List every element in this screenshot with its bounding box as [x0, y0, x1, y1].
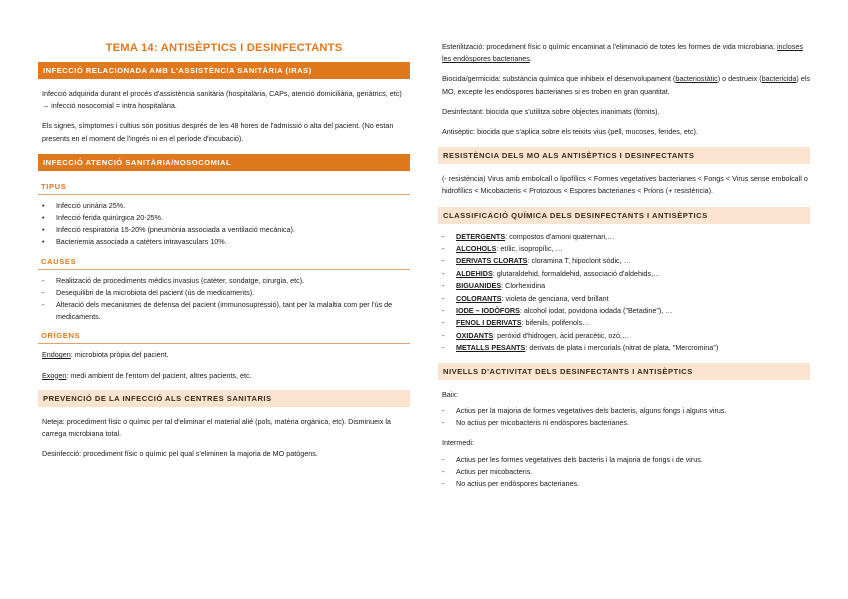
list-item: - No actius per micobacteris ni endòspores bacterianes.	[438, 417, 810, 429]
antiseptic-paragraph: Antisèptic: biocida que s'aplica sobre els teixits vius (pell, mucoses, ferides, etc).	[442, 127, 698, 137]
exogen-text: : medi ambient de l'entorn del pacient, altres pacients, etc.	[66, 370, 252, 380]
list-item: • Infecció respiratòria 15-20% (pneumònia associada a ventilació mecànica).	[38, 224, 410, 236]
list-item: - Actius per les formes vegetatives dels bacteris i la majoria de fongs i de virus.	[438, 454, 810, 466]
origens-subheader: ORÍGENS	[38, 329, 410, 344]
list-item: • Infecció urinària 25%.	[38, 200, 410, 212]
desinfeccio-paragraph: Desinfecció: procediment físic o químic pel qual s'eliminen la majoria de MO patògens.	[42, 449, 318, 459]
iras-paragraph-1: Infecció adquirida durant el procés d'assistència sanitària (hospitalària, CAPs, atenció domiciliària, geriàtrics, etc) → infecció nosocomial = intra hospitalària.	[42, 89, 402, 111]
endogen-text: : microbiota pròpia del pacient.	[70, 350, 169, 360]
endogen-term: Endogen	[42, 350, 71, 360]
class-text: : compostos d'amoni quaternari,…	[505, 231, 615, 241]
class-term: COLORANTS	[456, 293, 502, 303]
class-text: : violeta de genciana, verd brillant	[501, 293, 609, 303]
class-term: ALCOHOLS	[456, 244, 497, 254]
class-text: : alcohol iodat, povidona iodada ("Betadine"), …	[519, 306, 673, 316]
list-item: - Actius per micobacteris.	[438, 466, 810, 478]
class-term: OXIDANTS	[456, 330, 494, 340]
left-column	[38, 0, 410, 460]
class-term: DERIVATS CLORATS	[456, 256, 528, 266]
nosocomial-section-header: INFECCIÓ ATENCIÓ SANITÀRIA/NOSOCOMIAL	[38, 154, 410, 171]
class-term: METALLS PESANTS	[456, 343, 526, 353]
desinfectant-paragraph: Desinfectant: biocida que s'utilitza sobre objectes inanimats (fòmits).	[442, 106, 660, 116]
causes-list	[38, 275, 410, 324]
biocida-text: Biocida/germicida: substància química que inhibeix el desenvolupament (	[442, 74, 676, 84]
class-text: : etílic, isopropílic, …	[496, 244, 563, 254]
tipus-list	[38, 200, 410, 249]
exogen-term: Exogen	[42, 370, 67, 380]
nivells-section-header: NIVELLS D'ACTIVITAT DELS DESINFECTANTS I ANTISÈPTICS	[438, 363, 810, 380]
list-item	[438, 317, 810, 329]
class-term: ALDEHIDS	[456, 268, 493, 278]
iras-section-header: INFECCIÓ RELACIONADA AMB L'ASSISTÈNCIA SANITÀRIA (IRAS)	[38, 62, 410, 79]
page-title: TEMA 14: ANTISÈPTICS I DESINFECTANTS	[105, 42, 343, 54]
intermedi-list	[438, 454, 810, 491]
exogen-line	[38, 370, 410, 382]
list-item	[438, 330, 810, 342]
right-column	[438, 0, 810, 490]
list-item: - Actius per la majoria de formes vegetatives dels bacteris, alguns fongs i alguns virus.	[438, 405, 810, 417]
bactericida-term: bactericida	[761, 74, 797, 84]
class-text: : derivats de plata i mercurials (nitrat de plata, "Mercromina")	[525, 343, 719, 353]
intermedi-label: Intermedi:	[442, 438, 474, 448]
list-item: - Alteració dels mecanismes de defensa del pacient (immunosupressió), tant per la malaltia com per l'ús de medicaments.	[38, 299, 410, 323]
classificacio-list	[438, 231, 810, 355]
esterilitzacio-end: .	[529, 54, 532, 64]
resistencia-section-header: RESISTÈNCIA DELS MO ALS ANTISÈPTICS I DESINFECTANTS	[438, 147, 810, 164]
causes-subheader: CAUSES	[38, 255, 410, 270]
baix-label: Baix:	[442, 389, 458, 399]
tipus-subheader: TIPUS	[38, 180, 410, 195]
list-item: - No actius per endòspores bacterianes.	[438, 478, 810, 490]
endogen-line	[38, 349, 410, 361]
resistencia-paragraph: (- resistència) Virus amb embolcall o lipofílics < Formes vegetatives bacterianes < Fongs < Virus sense embolcall o hidrofílics < Micobacteris < Protozous < Espores bacterianes < Prions (+ resistència).	[442, 174, 808, 196]
list-item	[438, 280, 810, 292]
esterilitzacio-paragraph	[438, 41, 810, 65]
classificacio-section-header: CLASSIFICACIÓ QUÍMICA DELS DESINFECTANTS I ANTISÈPTICS	[438, 207, 810, 224]
list-item	[438, 293, 810, 305]
class-text: : bifenils, polifenols…	[521, 318, 590, 328]
class-text: : cloramina T, hipoclorit sòdic, …	[527, 256, 631, 266]
list-item	[438, 255, 810, 267]
list-item: • Infecció ferida quirúrgica 20-25%.	[38, 212, 410, 224]
list-item: - Realització de procediments mèdics invasius (catèter, sondatge, cirurgia, etc).	[38, 275, 410, 287]
list-item	[438, 305, 810, 317]
list-item	[438, 231, 810, 243]
biocida-end: ) els MO, excepte les endòspores bacterianes si es troben en gran quantitat.	[442, 74, 810, 96]
class-term: BIGUANIDES	[456, 281, 502, 291]
class-term: IODE – IODÒFORS	[456, 306, 520, 316]
iras-paragraph-2: Els signes, símptomes i cultius són positius després de les 48 hores de l'admissió o alta del pacient. (No estan presents en el moment de l'ingrés ni en el període d'incubació).	[42, 121, 394, 143]
list-item	[438, 268, 810, 280]
list-item	[438, 342, 810, 354]
list-item: - Desequilibri de la microbiota del pacient (ús de medicaments).	[38, 287, 410, 299]
list-item	[438, 243, 810, 255]
esterilitzacio-underline: incloses les endòspores bacterianes	[442, 42, 803, 64]
class-term: DETERGENTS	[456, 231, 506, 241]
class-text: : glutaraldehid, formaldehid, associació d'aldehids,…	[492, 268, 661, 278]
neteja-paragraph: Neteja: procediment físic o químic per tal d'eliminar el material alié (pols, matèria orgànica, etc). Disminueix la carrega microbiana total.	[42, 416, 391, 439]
esterilitzacio-text: Esterilització: procediment físic o químic encaminat a l'eliminació de totes les formes de vida microbiana,	[442, 42, 777, 51]
biocida-mid: ) o destrueix (	[717, 74, 762, 84]
prevencio-section-header: PREVENCIÓ DE LA INFECCIÓ ALS CENTRES SANITARIS	[38, 390, 410, 407]
class-text: : Clorhexidina	[501, 281, 546, 291]
class-term: FENOL I DERIVATS	[456, 318, 522, 328]
baix-list	[438, 405, 810, 429]
class-text: : peròxid d'hidrogen, àcid peracètic, ozó,…	[493, 330, 630, 340]
list-item: • Bacteriemia associada a catèters intravasculars 10%.	[38, 236, 410, 248]
bacteriostatic-term: bacteriostàtic	[675, 74, 718, 84]
biocida-paragraph	[438, 73, 810, 97]
